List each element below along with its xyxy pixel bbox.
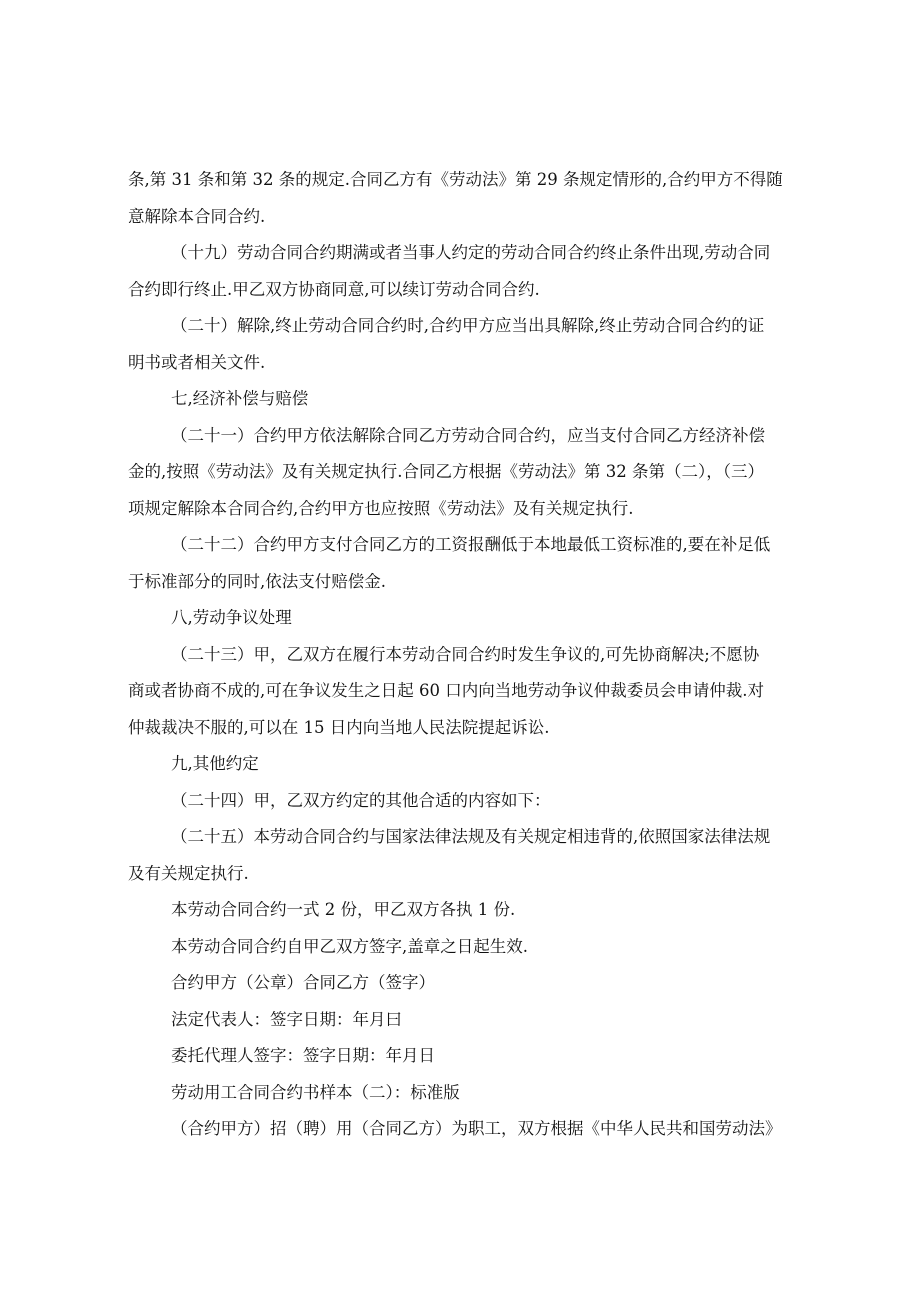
paragraph <box>128 1111 808 1148</box>
paragraph <box>128 418 808 455</box>
text-line: 商或者协商不成的,可在争议发生之日起 60 口内向当地劳动争议仲裁委员会申请仲裁.对 <box>128 681 764 700</box>
paragraph <box>128 637 808 674</box>
text-line: 委托代理人签字：签字日期：年月日 <box>171 1046 435 1065</box>
text-line: 合约甲方（公章）合同乙方（签字） <box>171 973 435 992</box>
text-line: 本劳动合同合约自甲乙双方签字,盖章之日起生效. <box>171 936 528 956</box>
paragraph-continuation <box>128 564 808 601</box>
section-heading <box>128 600 808 637</box>
section-heading <box>128 746 808 783</box>
text-line: 于标准部分的同时,依法支付赔偿金. <box>128 571 386 591</box>
text-line: 金的,按照《劳动法》及有关规定执行.合同乙方根据《劳动法》第 32 条第（二），（三） <box>128 462 764 481</box>
paragraph <box>128 527 808 564</box>
paragraph-continuation <box>128 272 808 309</box>
text-line: 合约即行终止.甲乙双方协商同意,可以续订劳动合同合约. <box>128 279 540 299</box>
paragraph-continuation <box>128 345 808 382</box>
text-line: （二十一）合约甲方依法解除合同乙方劳动合同合约，应当支付合同乙方经济补偿 <box>171 425 765 445</box>
signature-line <box>128 1038 808 1075</box>
text-line: 劳动用工合同合约书样本（二）：标准版 <box>171 1082 460 1102</box>
paragraph <box>128 162 808 235</box>
text-line: （合约甲方）招（聘）用（合同乙方）为职工，双方根据《中华人民共和国劳动法》 <box>171 1119 782 1138</box>
text-line: 法定代表人：签字日期：年月曰 <box>171 1009 402 1029</box>
paragraph <box>128 783 808 820</box>
text-line: 七,经济补偿与赔偿 <box>171 389 309 408</box>
paragraph <box>128 819 808 856</box>
text-line: （二十四）甲，乙双方约定的其他合适的内容如下： <box>171 790 551 810</box>
text-line: 意解除本合同合约. <box>128 206 266 226</box>
text-line: 八,劳动争议处理 <box>171 608 292 627</box>
signature-line <box>128 1002 808 1039</box>
text-line: （十九）劳动合同合约期满或者当事人约定的劳动合同合约终止条件出现,劳动合同 <box>171 243 771 262</box>
paragraph <box>128 235 808 272</box>
text-line: 九,其他约定 <box>171 754 259 773</box>
text-line: （二十五）本劳动合同合约与国家法律法规及有关规定相违背的,依照国家法律法规 <box>171 827 771 846</box>
paragraph-continuation <box>128 454 808 527</box>
paragraph-continuation <box>128 673 808 746</box>
paragraph-continuation <box>128 856 808 893</box>
text-line: 明书或者相关文件. <box>128 352 266 372</box>
section-heading <box>128 1075 808 1112</box>
text-line: 条,第 31 条和第 32 条的规定.合同乙方有《劳动法》第 29 条规定情形的,合约甲方不得随 <box>128 170 783 189</box>
text-line: （二十二）合约甲方支付合同乙方的工资报酬低于本地最低工资标准的,要在补足低 <box>171 535 771 554</box>
text-line: （二十三）甲，乙双方在履行本劳动合同合约时发生争议的,可先协商解决;不愿协 <box>171 644 760 664</box>
section-heading <box>128 381 808 418</box>
text-line: 仲裁裁决不服的,可以在 15 日内向当地人民法院提起诉讼. <box>128 717 550 737</box>
paragraph <box>128 308 808 345</box>
signature-line <box>128 965 808 1002</box>
document-body <box>128 162 808 1148</box>
paragraph <box>128 892 808 929</box>
text-line: 及有关规定执行. <box>128 863 249 883</box>
text-line: 本劳动合同合约一式 2 份，甲乙双方各执 1 份. <box>171 900 516 919</box>
paragraph <box>128 929 808 966</box>
text-line: （二十）解除,终止劳动合同合约时,合约甲方应当出具解除,终止劳动合同合约的证 <box>171 316 765 335</box>
text-line: 项规定解除本合同合约,合约甲方也应按照《劳动法》及有关规定执行. <box>128 498 634 518</box>
